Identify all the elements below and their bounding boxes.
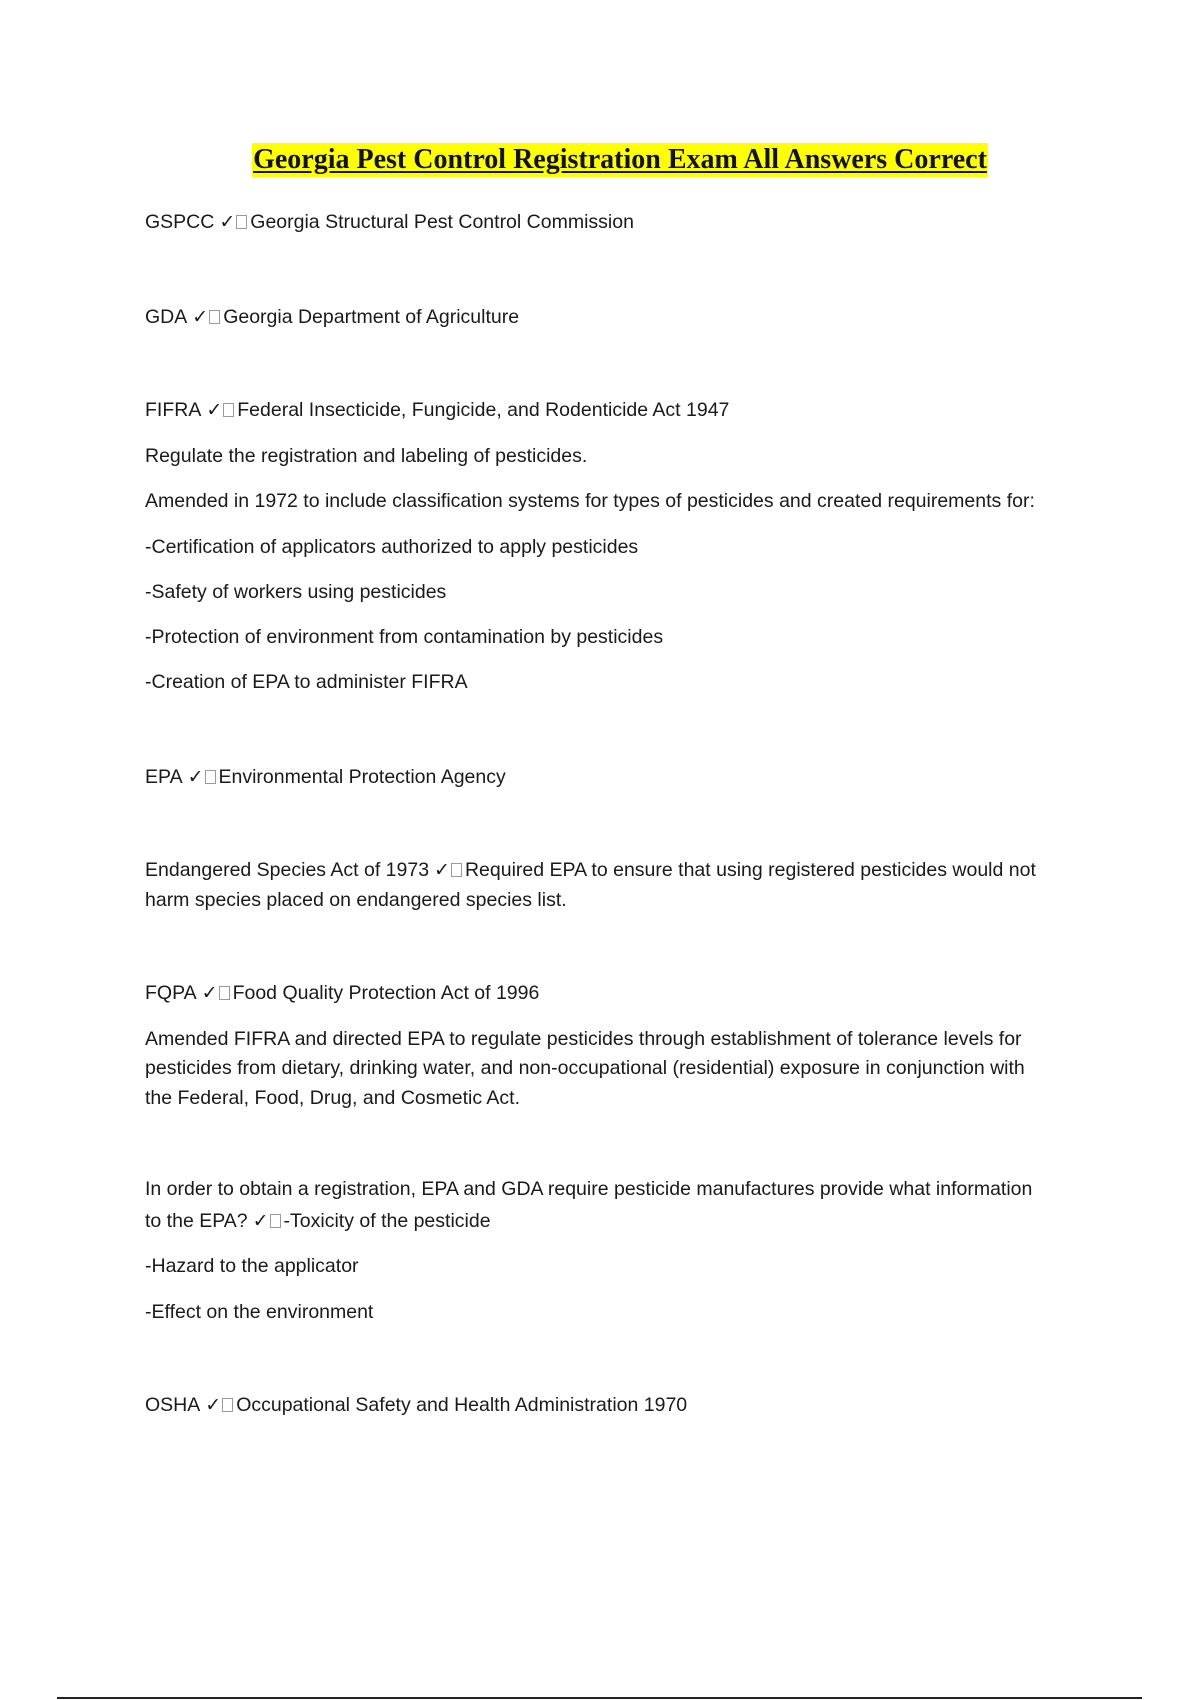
check-icon: ✓ bbox=[192, 306, 209, 328]
text-line: -Hazard to the applicator bbox=[145, 1255, 359, 1277]
text-line: harm species placed on endangered species list. bbox=[145, 889, 567, 911]
title-container bbox=[0, 143, 1200, 177]
box-icon bbox=[451, 863, 462, 877]
text-line: Amended in 1972 to include classification systems for types of pesticides and created requirements for: bbox=[145, 490, 1035, 512]
text-line: Amended FIFRA and directed EPA to regulate pesticides through establishment of tolerance levels for bbox=[145, 1028, 1022, 1050]
term: to the EPA? bbox=[145, 1210, 248, 1232]
text-line: -Certification of applicators authorized to apply pesticides bbox=[145, 536, 639, 558]
entry-gspcc bbox=[145, 210, 634, 234]
check-icon: ✓ bbox=[205, 1394, 222, 1416]
box-icon bbox=[222, 1398, 233, 1412]
check-icon: ✓ bbox=[206, 399, 223, 421]
text-line: pesticides from dietary, drinking water, and non-occupational (residential) exposure in conjunction with bbox=[145, 1057, 1025, 1079]
definition: Food Quality Protection Act of 1996 bbox=[232, 982, 540, 1004]
entry-osha bbox=[145, 1393, 687, 1417]
footer-divider bbox=[57, 1697, 1142, 1699]
check-icon: ✓ bbox=[434, 859, 450, 881]
definition: Occupational Safety and Health Administration 1970 bbox=[236, 1394, 688, 1416]
definition: Georgia Department of Agriculture bbox=[223, 306, 520, 328]
box-icon bbox=[270, 1214, 281, 1228]
definition: Environmental Protection Agency bbox=[218, 766, 506, 788]
entry-epa bbox=[145, 765, 506, 789]
text-line: the Federal, Food, Drug, and Cosmetic Act. bbox=[145, 1087, 521, 1109]
definition: Required EPA to ensure that using registered pesticides would not bbox=[464, 859, 1036, 881]
term: GDA bbox=[145, 306, 188, 328]
definition: Federal Insecticide, Fungicide, and Rodenticide Act 1947 bbox=[237, 399, 730, 421]
check-icon: ✓ bbox=[219, 211, 236, 233]
check-icon: ✓ bbox=[201, 982, 218, 1004]
box-icon bbox=[209, 310, 220, 324]
term: GSPCC bbox=[145, 211, 215, 233]
box-icon bbox=[236, 215, 247, 229]
text-line: -Safety of workers using pesticides bbox=[145, 581, 447, 603]
entry-registration bbox=[145, 1209, 491, 1233]
term: OSHA bbox=[145, 1394, 201, 1416]
text-line: -Effect on the environment bbox=[145, 1301, 374, 1323]
document-title: Georgia Pest Control Registration Exam All Answers Correct bbox=[253, 144, 987, 175]
check-icon: ✓ bbox=[187, 766, 204, 788]
term: FIFRA bbox=[145, 399, 202, 421]
entry-fifra bbox=[145, 398, 729, 422]
box-icon bbox=[205, 770, 216, 784]
definition: -Toxicity of the pesticide bbox=[283, 1210, 491, 1232]
text-line: In order to obtain a registration, EPA and GDA require pesticide manufactures provide what information bbox=[145, 1178, 1033, 1200]
entry-fqpa bbox=[145, 981, 539, 1005]
text-line: -Creation of EPA to administer FIFRA bbox=[145, 671, 468, 693]
text-line: -Protection of environment from contamination by pesticides bbox=[145, 626, 664, 648]
entry-gda bbox=[145, 305, 519, 329]
box-icon bbox=[223, 403, 234, 417]
entry-esa bbox=[145, 858, 1036, 882]
text-line: Regulate the registration and labeling of pesticides. bbox=[145, 445, 588, 467]
term: FQPA bbox=[145, 982, 197, 1004]
term: Endangered Species Act of 1973 bbox=[145, 859, 430, 881]
term: EPA bbox=[145, 766, 183, 788]
check-icon: ✓ bbox=[252, 1210, 269, 1232]
box-icon bbox=[219, 986, 230, 1000]
definition: Georgia Structural Pest Control Commission bbox=[250, 211, 634, 233]
